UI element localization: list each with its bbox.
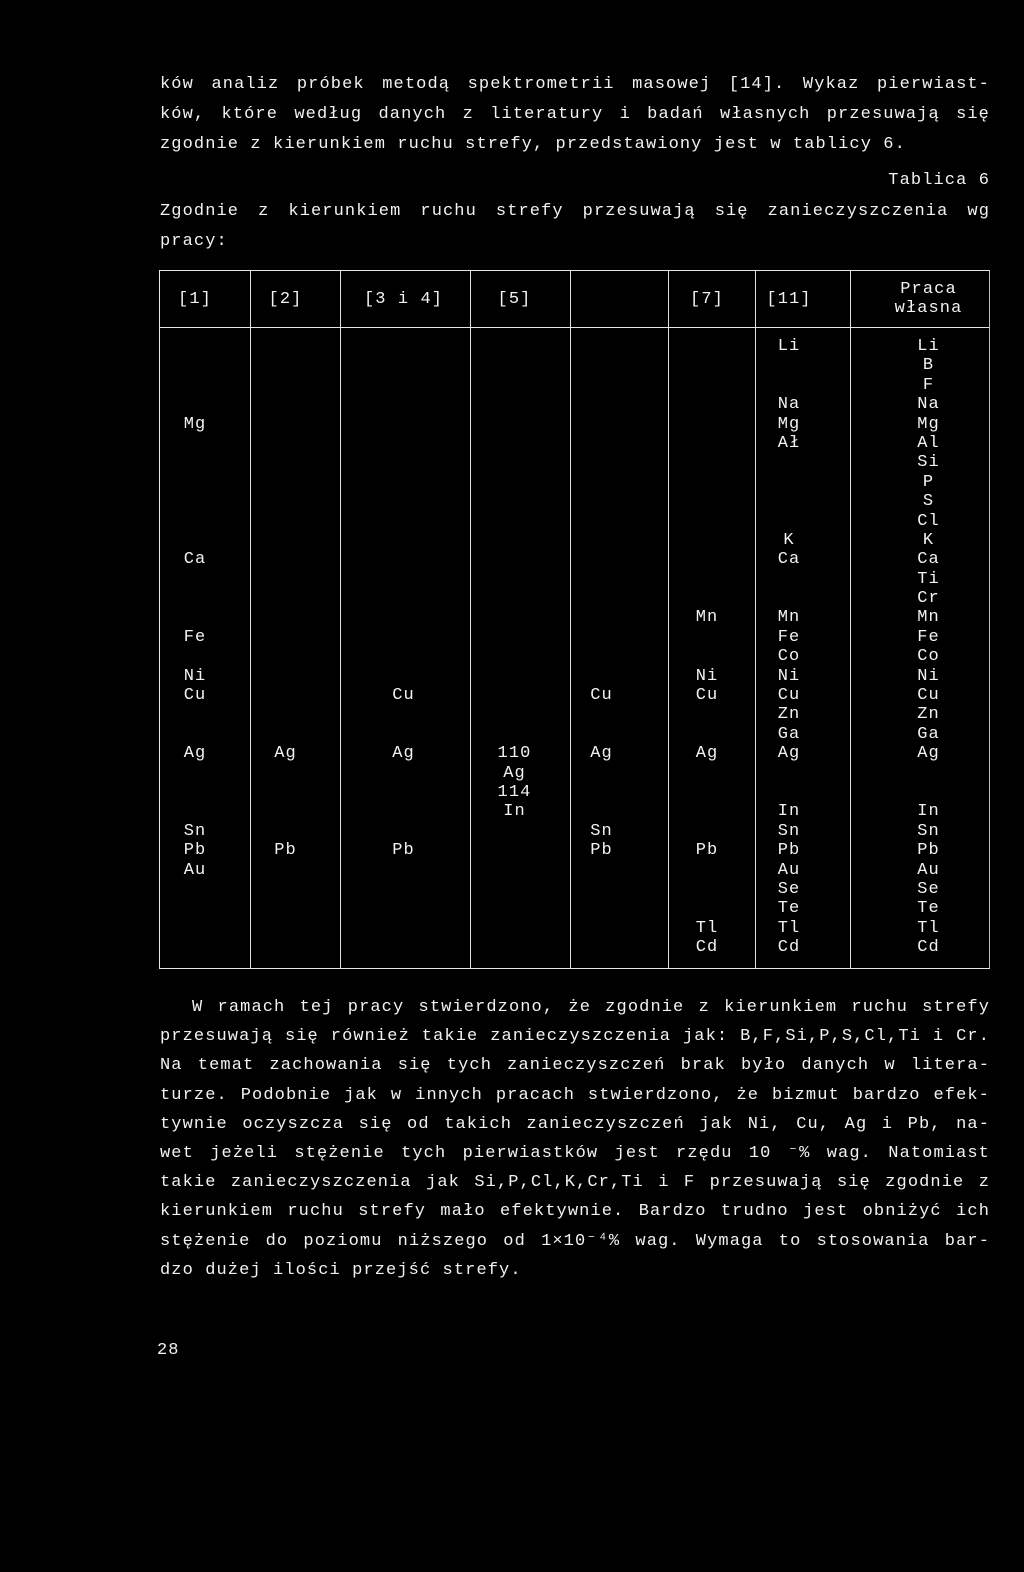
table-cell: Ał bbox=[777, 433, 801, 453]
table-column bbox=[250, 328, 340, 968]
table-cell: Ag bbox=[274, 744, 297, 764]
table-cell bbox=[756, 783, 822, 802]
table-cell: F bbox=[922, 375, 935, 395]
table-cell: In bbox=[777, 802, 801, 822]
table-cell: Cd bbox=[917, 938, 940, 958]
table-cell: Fe bbox=[917, 627, 940, 647]
table-cell bbox=[669, 550, 745, 569]
text-line: kierunkiem ruchu strefy mało efektywnie. Bardzo trudno jest obniżyć ich bbox=[160, 1202, 990, 1222]
table-cell bbox=[571, 667, 632, 686]
table-cell: Sn bbox=[183, 821, 207, 841]
table-cell bbox=[251, 938, 320, 957]
table-cell bbox=[756, 570, 822, 589]
table-header-cell: [5] bbox=[470, 271, 570, 327]
table-intro-text bbox=[160, 197, 990, 257]
table-cell bbox=[341, 376, 466, 395]
table-cell bbox=[571, 764, 632, 783]
table-cell bbox=[251, 628, 320, 647]
table-cell bbox=[251, 705, 320, 724]
table-cell: S bbox=[922, 492, 935, 512]
table-cell bbox=[571, 589, 632, 608]
table-cell: Ga bbox=[777, 724, 801, 744]
text-line: turze. Podobnie jak w innych pracach stwierdzono, że bizmut bardzo efek- bbox=[160, 1085, 990, 1105]
table-cell bbox=[341, 938, 466, 957]
table-cell bbox=[251, 667, 320, 686]
table-cell: Cl bbox=[917, 511, 940, 531]
table-cell: Zn bbox=[777, 705, 801, 725]
table-cell: Ga bbox=[917, 724, 940, 744]
table-cell: Cu bbox=[183, 686, 207, 706]
table-cell bbox=[160, 570, 230, 589]
table-cell bbox=[251, 550, 320, 569]
table-cell: In bbox=[917, 802, 940, 822]
page-number: 28 bbox=[157, 1341, 180, 1360]
table-cell: Cu bbox=[590, 686, 613, 706]
table-cell bbox=[471, 570, 558, 589]
table-cell bbox=[251, 453, 320, 472]
table-cell bbox=[251, 725, 320, 744]
table-cell bbox=[571, 492, 632, 511]
table-cell bbox=[471, 512, 558, 531]
table-cell bbox=[471, 822, 558, 841]
table-cell bbox=[571, 628, 632, 647]
table-cell: Te bbox=[777, 899, 801, 919]
table-column bbox=[850, 328, 988, 968]
table-cell bbox=[251, 861, 320, 880]
table-cell: 114 bbox=[497, 782, 532, 802]
table-cell: Au bbox=[917, 860, 940, 880]
table-cell: Ag bbox=[777, 744, 801, 764]
table-cell bbox=[341, 764, 466, 783]
table-cell bbox=[341, 415, 466, 434]
table-cell: Mg bbox=[917, 414, 940, 434]
table-cell bbox=[341, 570, 466, 589]
table-cell bbox=[341, 802, 466, 821]
table-cell bbox=[669, 705, 745, 724]
table-cell bbox=[160, 434, 230, 453]
table-cell bbox=[160, 337, 230, 356]
table-cell bbox=[160, 725, 230, 744]
table-cell bbox=[471, 938, 558, 957]
table-cell bbox=[756, 453, 822, 472]
table-header-cell: [2] bbox=[250, 271, 340, 327]
table-cell bbox=[160, 356, 230, 375]
table-cell: Na bbox=[777, 395, 801, 415]
table-cell bbox=[669, 647, 745, 666]
table-cell bbox=[571, 473, 632, 492]
table-cell: Si bbox=[917, 453, 940, 473]
table-cell bbox=[571, 376, 632, 395]
table-cell bbox=[571, 783, 632, 802]
table-cell bbox=[341, 822, 466, 841]
table-cell: Sn bbox=[777, 821, 801, 841]
table-cell bbox=[471, 589, 558, 608]
table-cell bbox=[341, 473, 466, 492]
table-cell bbox=[160, 919, 230, 938]
table-cell bbox=[341, 550, 466, 569]
table-cell bbox=[160, 783, 230, 802]
table-cell bbox=[471, 550, 558, 569]
table-cell: Li bbox=[777, 337, 801, 356]
table-cell bbox=[160, 453, 230, 472]
table-column bbox=[570, 328, 668, 968]
table-cell bbox=[669, 783, 745, 802]
table-cell bbox=[341, 647, 466, 666]
table-cell bbox=[471, 395, 558, 414]
table-cell bbox=[160, 376, 230, 395]
text-line: ków analiz próbek metodą spektrometrii masowej [14]. Wykaz pierwiast- bbox=[160, 75, 990, 94]
table-cell bbox=[251, 899, 320, 918]
table-cell bbox=[669, 861, 745, 880]
table-cell bbox=[571, 861, 632, 880]
table-cell: P bbox=[922, 472, 935, 492]
table-cell: Ag bbox=[590, 744, 613, 764]
table-cell bbox=[571, 550, 632, 569]
table-cell bbox=[160, 395, 230, 414]
table-cell bbox=[669, 764, 745, 783]
table-cell bbox=[251, 589, 320, 608]
text-line: stężenie do poziomu niższego od 1×10⁻⁴% wag. Wymaga to stosowania bar- bbox=[160, 1231, 990, 1251]
table-cell bbox=[160, 705, 230, 724]
table-cell: Pb bbox=[777, 841, 801, 861]
table-cell bbox=[669, 356, 745, 375]
table-cell: Mn bbox=[695, 608, 719, 628]
table-cell bbox=[669, 434, 745, 453]
table-cell bbox=[341, 531, 466, 550]
table-cell bbox=[471, 647, 558, 666]
table-cell bbox=[669, 453, 745, 472]
table-cell bbox=[571, 395, 632, 414]
table-cell: Al bbox=[917, 433, 940, 453]
table-cell bbox=[341, 919, 466, 938]
table-header-cell: [3 i 4] bbox=[340, 271, 470, 327]
table-cell: Ti bbox=[917, 569, 940, 589]
table-cell bbox=[471, 531, 558, 550]
table-cell: Fe bbox=[183, 627, 207, 647]
text-line: pracy: bbox=[160, 232, 228, 251]
table-cell bbox=[160, 938, 230, 957]
table-cell bbox=[471, 356, 558, 375]
table-cell: Au bbox=[183, 860, 207, 880]
table-cell bbox=[669, 589, 745, 608]
table-cell bbox=[251, 686, 320, 705]
table-cell: Cr bbox=[917, 589, 940, 609]
table-cell: Tl bbox=[695, 918, 719, 938]
table-cell bbox=[471, 337, 558, 356]
text-line: Zgodnie z kierunkiem ruchu strefy przesuwają się zanieczyszczenia wg bbox=[160, 202, 990, 221]
table-cell: Co bbox=[777, 647, 801, 667]
table-cell bbox=[341, 453, 466, 472]
text-line: Na temat zachowania się tych zanieczyszczeń brak było danych w litera- bbox=[160, 1056, 990, 1076]
table-caption: Tablica 6 bbox=[888, 171, 990, 190]
text-line: W ramach tej pracy stwierdzono, że zgodnie z kierunkiem ruchu strefy bbox=[192, 998, 990, 1017]
table-cell bbox=[669, 880, 745, 899]
table-cell bbox=[756, 356, 822, 375]
table-cell bbox=[471, 492, 558, 511]
table-cell bbox=[251, 608, 320, 627]
table-cell: Tl bbox=[777, 918, 801, 938]
table-cell bbox=[341, 899, 466, 918]
table-header-cell: [11] bbox=[755, 271, 850, 327]
table-cell bbox=[341, 667, 466, 686]
table-cell bbox=[471, 376, 558, 395]
intro-paragraph bbox=[160, 70, 990, 160]
table-cell bbox=[251, 764, 320, 783]
table-cell bbox=[160, 802, 230, 821]
table-header-cell: [7] bbox=[668, 271, 755, 327]
table-cell: Ni bbox=[777, 666, 801, 686]
text-line: dzo dużej ilości przejść strefy. bbox=[160, 1260, 522, 1280]
table-cell bbox=[571, 880, 632, 899]
table-cell bbox=[756, 492, 822, 511]
table-cell bbox=[251, 919, 320, 938]
table-cell bbox=[341, 492, 466, 511]
table-cell bbox=[571, 919, 632, 938]
table-cell bbox=[571, 356, 632, 375]
table-cell bbox=[669, 473, 745, 492]
text-line: wet jeżeli stężenie tych pierwiastków jest rzędu 10 ⁻% wag. Natomiast bbox=[160, 1143, 990, 1163]
table-cell: Sn bbox=[590, 821, 613, 841]
table-cell bbox=[160, 512, 230, 531]
table-cell bbox=[471, 841, 558, 860]
table-cell bbox=[251, 647, 320, 666]
table-cell bbox=[341, 725, 466, 744]
table-cell: Zn bbox=[917, 705, 940, 725]
impurities-table bbox=[159, 270, 990, 969]
table-cell: Pb bbox=[590, 841, 613, 861]
table-cell bbox=[341, 395, 466, 414]
table-cell bbox=[669, 415, 745, 434]
table-cell bbox=[341, 783, 466, 802]
table-cell bbox=[471, 453, 558, 472]
table-cell: Ni bbox=[183, 666, 207, 686]
text-line: zgodnie z kierunkiem ruchu strefy, przedstawiony jest w tablicy 6. bbox=[160, 135, 906, 154]
table-cell bbox=[669, 628, 745, 647]
text-line: ków, które według danych z literatury i badań własnych przesuwają się bbox=[160, 105, 990, 124]
table-cell: Sn bbox=[917, 821, 940, 841]
table-cell: Pb bbox=[917, 841, 940, 861]
table-cell bbox=[341, 434, 466, 453]
table-cell bbox=[341, 705, 466, 724]
table-cell bbox=[669, 802, 745, 821]
table-cell bbox=[341, 861, 466, 880]
text-line: tywnie oczyszcza się od takich zanieczyszczeń jak Ni, Cu, Ag i Pb, na- bbox=[160, 1114, 990, 1134]
table-cell: Mn bbox=[777, 608, 801, 628]
table-cell bbox=[571, 415, 632, 434]
table-cell bbox=[756, 473, 822, 492]
table-cell bbox=[669, 899, 745, 918]
table-cell bbox=[160, 608, 230, 627]
table-cell bbox=[756, 764, 822, 783]
table-cell bbox=[669, 512, 745, 531]
table-cell bbox=[471, 705, 558, 724]
table-cell bbox=[341, 880, 466, 899]
table-cell bbox=[471, 899, 558, 918]
table-cell bbox=[251, 512, 320, 531]
table-cell bbox=[571, 570, 632, 589]
table-cell: Ca bbox=[777, 550, 801, 570]
table-cell: Te bbox=[917, 899, 940, 919]
table-cell bbox=[669, 337, 745, 356]
table-cell: Ca bbox=[183, 550, 207, 570]
table-cell bbox=[869, 783, 988, 802]
table-cell bbox=[160, 764, 230, 783]
table-cell bbox=[251, 802, 320, 821]
table-cell: Ag bbox=[503, 763, 526, 783]
table-cell: Se bbox=[917, 879, 940, 899]
table-cell: Li bbox=[917, 337, 940, 356]
table-cell: Ag bbox=[917, 744, 940, 764]
table-cell bbox=[341, 512, 466, 531]
table-cell bbox=[471, 686, 558, 705]
table-cell bbox=[251, 337, 320, 356]
table-header-row bbox=[160, 271, 989, 328]
table-cell bbox=[160, 899, 230, 918]
table-cell bbox=[471, 608, 558, 627]
table-cell bbox=[471, 628, 558, 647]
table-cell: Ag bbox=[392, 744, 415, 764]
table-cell bbox=[160, 473, 230, 492]
table-cell bbox=[471, 725, 558, 744]
table-cell bbox=[669, 822, 745, 841]
table-cell bbox=[571, 337, 632, 356]
table-cell bbox=[341, 608, 466, 627]
table-body bbox=[160, 328, 989, 968]
table-cell bbox=[669, 492, 745, 511]
table-cell bbox=[669, 376, 745, 395]
table-cell bbox=[471, 415, 558, 434]
table-cell: Cu bbox=[392, 686, 415, 706]
table-cell: K bbox=[783, 530, 795, 550]
table-cell bbox=[251, 492, 320, 511]
table-cell: Pb bbox=[183, 841, 207, 861]
table-cell bbox=[471, 880, 558, 899]
table-column bbox=[160, 328, 250, 968]
text-line: przesuwają się również takie zanieczyszczenia jak: B,F,Si,P,S,Cl,Ti i Cr. bbox=[160, 1027, 990, 1047]
table-cell bbox=[341, 628, 466, 647]
table-cell: Cu bbox=[917, 686, 940, 706]
table-cell bbox=[160, 492, 230, 511]
table-cell bbox=[160, 531, 230, 550]
table-column bbox=[668, 328, 755, 968]
table-cell bbox=[341, 356, 466, 375]
table-cell bbox=[571, 453, 632, 472]
table-cell bbox=[571, 434, 632, 453]
table-cell: Ag bbox=[695, 744, 719, 764]
table-column bbox=[755, 328, 850, 968]
table-cell bbox=[160, 880, 230, 899]
table-cell bbox=[869, 764, 988, 783]
table-cell bbox=[471, 434, 558, 453]
table-cell: Cu bbox=[777, 686, 801, 706]
conclusion-paragraph bbox=[160, 993, 990, 1285]
table-cell: B bbox=[922, 356, 935, 376]
table-cell bbox=[251, 473, 320, 492]
table-cell bbox=[571, 899, 632, 918]
table-cell bbox=[571, 725, 632, 744]
table-header-cell bbox=[570, 271, 668, 327]
table-cell bbox=[160, 589, 230, 608]
table-cell bbox=[571, 531, 632, 550]
table-column bbox=[340, 328, 470, 968]
table-cell bbox=[251, 376, 320, 395]
table-header-cell: [1] bbox=[178, 289, 212, 309]
table-cell: In bbox=[503, 802, 526, 822]
table-cell: Na bbox=[917, 395, 940, 415]
table-cell: Mg bbox=[777, 414, 801, 434]
table-cell: Ca bbox=[917, 550, 940, 570]
table-cell bbox=[251, 783, 320, 802]
table-cell: Pb bbox=[274, 841, 297, 861]
table-cell: Pb bbox=[392, 841, 415, 861]
table-cell bbox=[669, 395, 745, 414]
table-cell bbox=[669, 531, 745, 550]
table-cell bbox=[471, 919, 558, 938]
table-cell bbox=[251, 822, 320, 841]
table-cell: Fe bbox=[777, 627, 801, 647]
table-column bbox=[470, 328, 570, 968]
table-cell: Au bbox=[777, 860, 801, 880]
table-cell bbox=[669, 570, 745, 589]
table-cell: Ni bbox=[695, 666, 719, 686]
table-cell bbox=[251, 880, 320, 899]
table-cell bbox=[251, 531, 320, 550]
table-cell: Mg bbox=[183, 414, 207, 434]
table-cell bbox=[251, 395, 320, 414]
table-cell: Se bbox=[777, 879, 801, 899]
table-cell: Cd bbox=[695, 938, 719, 958]
table-cell bbox=[471, 473, 558, 492]
table-cell bbox=[571, 647, 632, 666]
table-cell: Tl bbox=[917, 918, 940, 938]
table-cell bbox=[471, 861, 558, 880]
table-cell: Ni bbox=[917, 666, 940, 686]
table-cell bbox=[251, 570, 320, 589]
table-cell bbox=[471, 667, 558, 686]
table-cell: Cd bbox=[777, 938, 801, 958]
table-cell bbox=[756, 512, 822, 531]
table-header-cell: Praca własna bbox=[850, 271, 988, 327]
table-cell bbox=[160, 647, 230, 666]
table-cell: 110 bbox=[497, 744, 532, 764]
table-cell: Co bbox=[917, 647, 940, 667]
table-cell bbox=[571, 705, 632, 724]
table-cell bbox=[571, 608, 632, 627]
table-cell: K bbox=[922, 530, 935, 550]
table-cell: Mn bbox=[917, 608, 940, 628]
text-line: takie zanieczyszczenia jak Si,P,Cl,K,Cr,Ti i F przesuwają się zgodnie z bbox=[160, 1173, 990, 1193]
table-cell: Cu bbox=[695, 686, 719, 706]
table-cell bbox=[251, 415, 320, 434]
table-cell bbox=[251, 356, 320, 375]
table-cell: Ag bbox=[183, 744, 207, 764]
table-cell bbox=[571, 802, 632, 821]
table-cell bbox=[251, 434, 320, 453]
table-cell: Pb bbox=[695, 841, 719, 861]
table-cell bbox=[341, 589, 466, 608]
table-cell bbox=[669, 725, 745, 744]
table-cell bbox=[756, 589, 822, 608]
table-cell bbox=[341, 337, 466, 356]
table-cell bbox=[571, 938, 632, 957]
table-cell bbox=[571, 512, 632, 531]
table-cell bbox=[756, 376, 822, 395]
